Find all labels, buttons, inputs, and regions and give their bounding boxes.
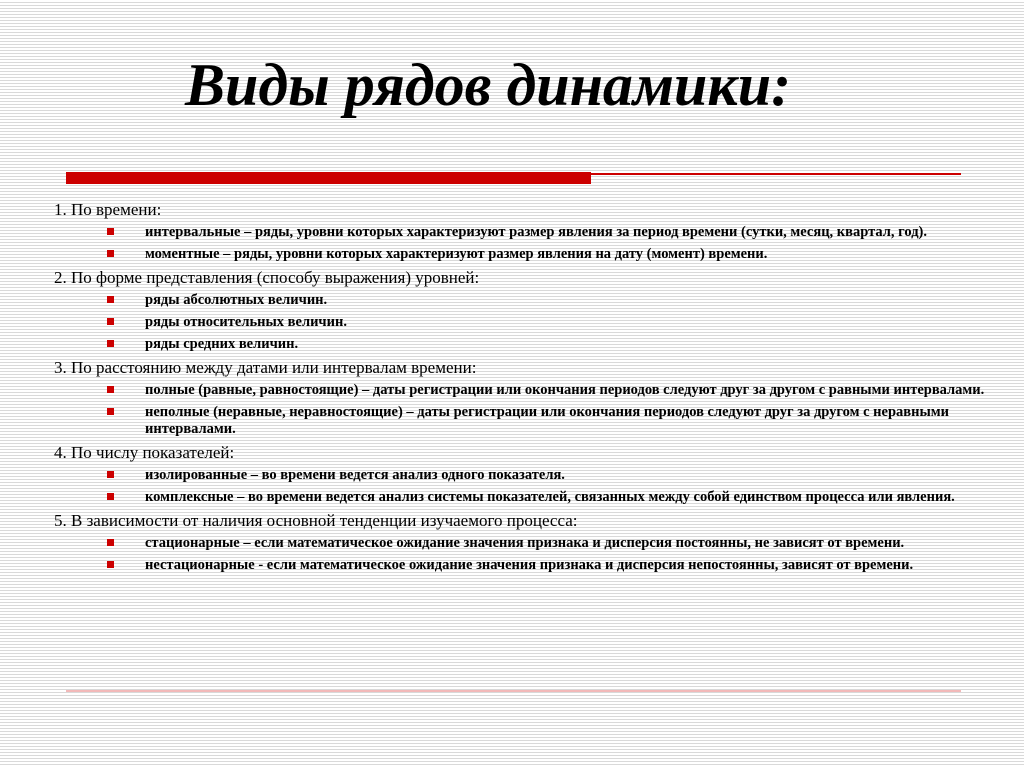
section-by-indicators [54, 443, 984, 506]
list-item-text: нестационарные - если математическое ожидание значения признака и дисперсия непостоянны, зависят от времени. [145, 557, 914, 573]
list-item [54, 557, 984, 574]
section-heading: 2. По форме представления (способу выражения) уровней: [54, 268, 480, 287]
bullet-square-icon [107, 250, 114, 257]
list-item-text: стационарные – если математическое ожидание значения признака и дисперсия постоянны, не зависят от времени. [145, 535, 905, 551]
bullet-square-icon [107, 408, 114, 415]
list-item-text: полные (равные, равностоящие) – даты регистрации или окончания периодов следуют друг за другом с равными интервалами. [145, 382, 985, 398]
list-item-text: неполные (неравные, неравностоящие) – даты регистрации или окончания периодов следуют друг за другом с неравными интервалами. [145, 404, 950, 437]
list-item [54, 382, 984, 399]
section-heading: 4. По числу показателей: [54, 443, 235, 462]
list-item-text: комплексные – во времени ведется анализ системы показателей, связанных между собой единством процесса или явления. [145, 489, 955, 505]
list-item-text: изолированные – во времени ведется анализ одного показателя. [145, 467, 565, 483]
section-heading: 5. В зависимости от наличия основной тенденции изучаемого процесса: [54, 511, 578, 530]
bottom-divider [66, 690, 961, 692]
bullet-square-icon [107, 386, 114, 393]
list-item-text: интервальные – ряды, уровни которых характеризуют размер явления за период времени (сутки, месяц, квартал, год). [145, 224, 928, 240]
title-underline-thin [591, 173, 961, 175]
list-item [54, 404, 984, 438]
content-list [54, 200, 984, 579]
bullet-square-icon [107, 539, 114, 546]
list-item [54, 314, 984, 331]
list-item [54, 489, 984, 506]
list-item-text: ряды средних величин. [145, 336, 299, 352]
bullet-square-icon [107, 561, 114, 568]
bullet-square-icon [107, 493, 114, 500]
list-item [54, 292, 984, 309]
section-heading: 1. По времени: [54, 200, 162, 219]
section-by-interval [54, 358, 984, 438]
list-item-text: моментные – ряды, уровни которых характеризуют размер явления на дату (момент) времени. [145, 246, 768, 262]
bullet-square-icon [107, 340, 114, 347]
list-item [54, 224, 984, 241]
bullet-square-icon [107, 228, 114, 235]
list-item-text: ряды относительных величин. [145, 314, 347, 330]
list-item [54, 336, 984, 353]
section-by-trend [54, 511, 984, 574]
bullet-square-icon [107, 296, 114, 303]
list-item-text: ряды абсолютных величин. [145, 292, 328, 308]
bullet-square-icon [107, 318, 114, 325]
section-heading: 3. По расстоянию между датами или интервалам времени: [54, 358, 477, 377]
slide-title: Виды рядов динамики: [185, 52, 792, 118]
title-underline-thick [66, 172, 591, 184]
list-item [54, 535, 984, 552]
list-item [54, 246, 984, 263]
section-by-form [54, 268, 984, 353]
list-item [54, 467, 984, 484]
section-by-time [54, 200, 984, 263]
bullet-square-icon [107, 471, 114, 478]
